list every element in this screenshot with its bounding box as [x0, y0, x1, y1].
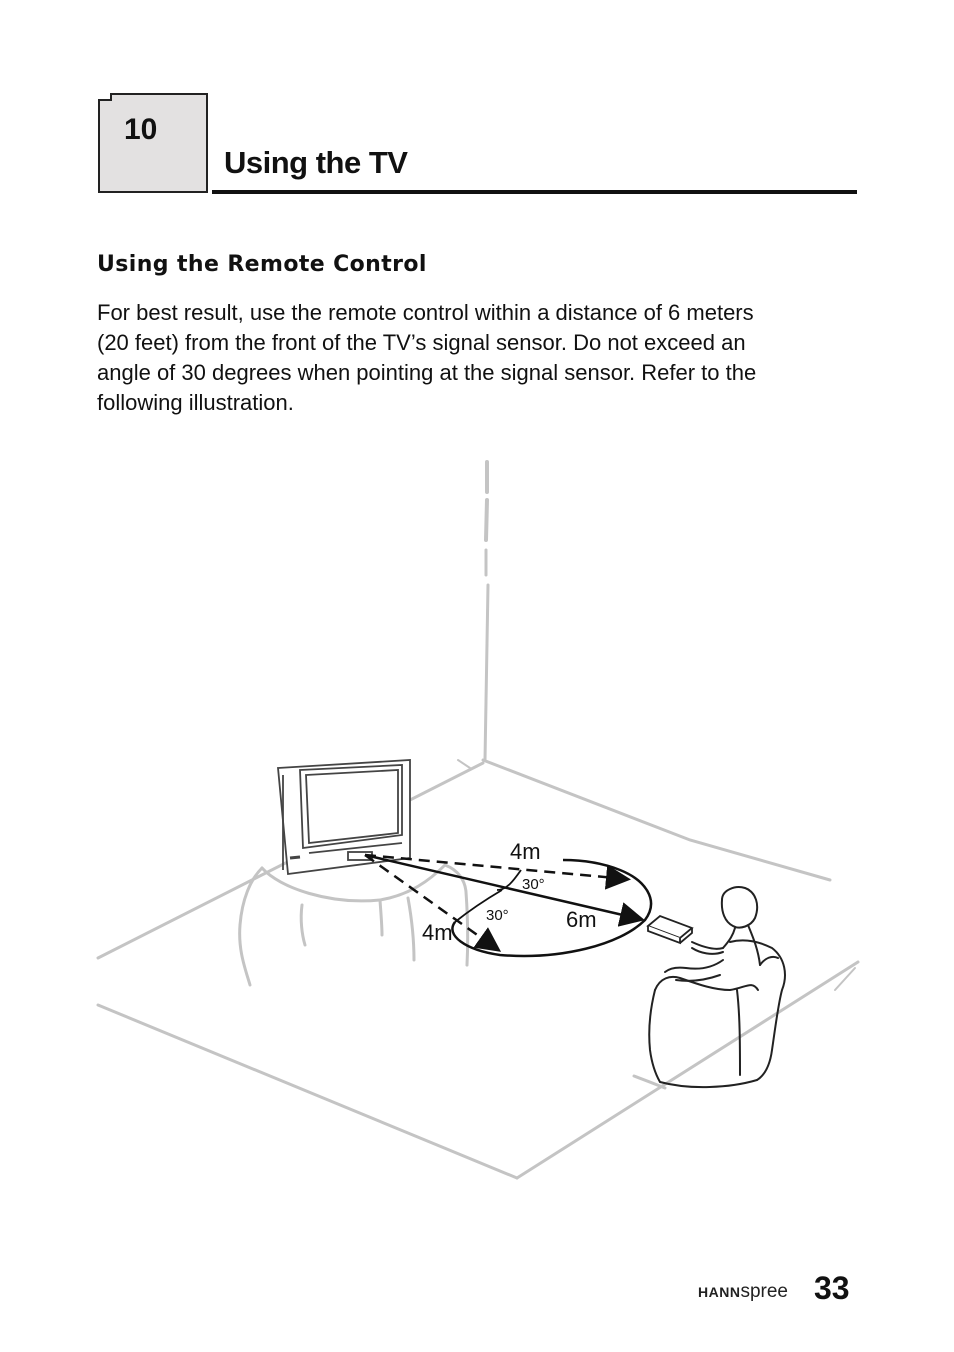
upper-angle-label: 30° [522, 876, 545, 893]
left-distance-label: 4m [422, 920, 453, 945]
brand-bold-text: HANN [698, 1284, 741, 1300]
chapter-number: 10 [124, 113, 158, 146]
ray-upper-4m [365, 855, 626, 879]
remote-control-icon [648, 916, 692, 943]
paragraph-line: For best result, use the remote control within a distance of 6 meters [97, 300, 754, 325]
room-outline [98, 462, 858, 1178]
page-number: 33 [814, 1270, 850, 1306]
chapter-title: Using the TV [224, 145, 408, 180]
range-arc [452, 860, 651, 956]
paragraph-line: angle of 30 degrees when pointing at the signal sensor. Refer to the [97, 360, 757, 385]
paragraph-line: (20 feet) from the front of the TV’s signal sensor. Do not exceed an [97, 330, 746, 355]
top-distance-label: 4m [510, 839, 541, 864]
center-distance-label: 6m [566, 907, 597, 932]
lower-angle-label: 30° [486, 907, 509, 924]
brand-logo [698, 1281, 788, 1303]
person-in-armchair-icon [634, 887, 785, 1088]
paragraph-line: following illustration. [97, 390, 294, 415]
brand-light-text: spree [740, 1281, 788, 1302]
section-heading: Using the Remote Control [97, 252, 427, 277]
